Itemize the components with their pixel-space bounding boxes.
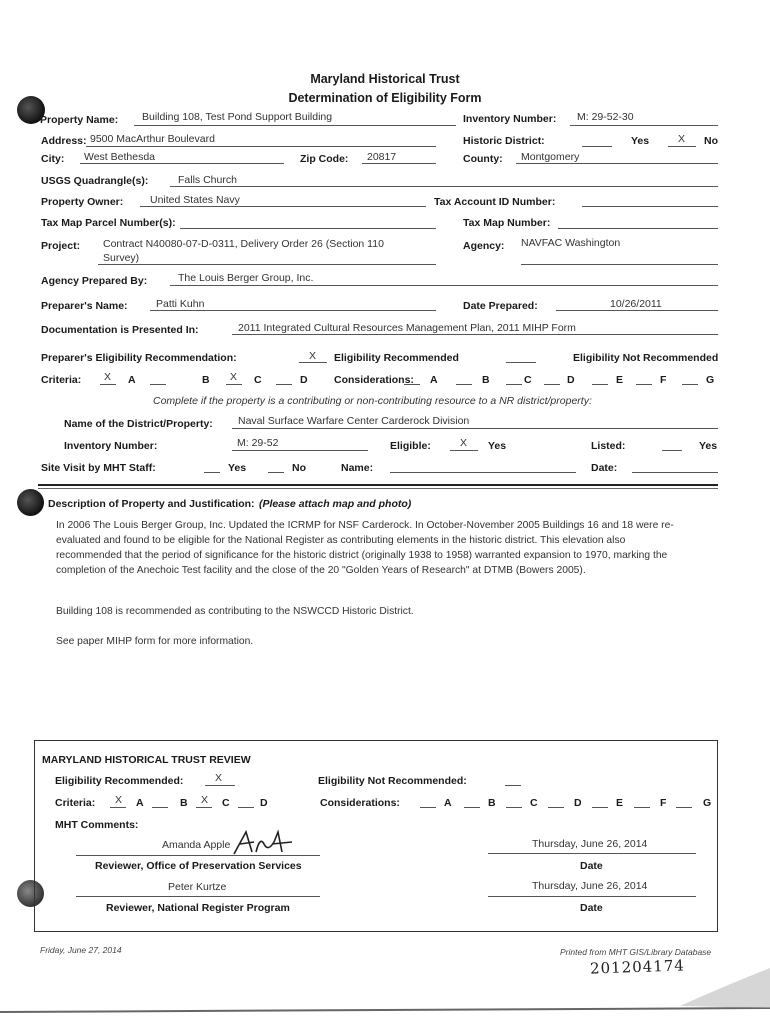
review-cons-e: E: [616, 797, 624, 809]
review-criteria-label: Criteria:: [55, 797, 96, 809]
project-value-line1: Contract N40080-07-D-0311, Delivery Order 26 (Section 110: [103, 238, 384, 250]
reviewer2-name: Peter Kurtze: [168, 881, 227, 893]
documentation-label: Documentation is Presented In:: [41, 324, 199, 336]
tax-parcel-label: Tax Map Parcel Number(s):: [41, 217, 176, 229]
prepared-by-value: The Louis Berger Group, Inc.: [178, 272, 314, 284]
review-criteria-c-mark: X: [201, 794, 209, 806]
review-considerations-label: Considerations:: [320, 797, 400, 809]
review-date2-label: Date: [580, 902, 603, 914]
review-elig-rec-label: Eligibility Recommended:: [55, 775, 184, 787]
complete-note: Complete if the property is a contributing or non-contributing resource to a NR district/property:: [153, 395, 592, 407]
owner-label: Property Owner:: [41, 196, 124, 208]
usgs-label: USGS Quadrangle(s):: [41, 175, 149, 187]
preparer-name-label: Preparer's Name:: [41, 300, 128, 312]
preparer-recommendation-label: Preparer's Eligibility Recommendation:: [41, 352, 237, 364]
section-divider: [38, 484, 718, 489]
district-value: Naval Surface Warfare Center Carderock Division: [238, 415, 470, 427]
criteria-a-mark: X: [104, 371, 112, 383]
footer-date: Friday, June 27, 2014: [40, 945, 122, 955]
inventory-number-label: Inventory Number:: [463, 113, 557, 125]
description-para3: See paper MIHP form for more information.: [56, 636, 254, 647]
reviewer1-name: Amanda Apple: [162, 839, 231, 851]
historic-district-no-mark: X: [678, 133, 686, 145]
criteria-label: Criteria:: [41, 374, 82, 386]
review-cons-f: F: [660, 797, 667, 809]
review-cons-b: B: [488, 797, 496, 809]
cons-f: F: [660, 374, 667, 386]
review-elig-not-rec-label: Eligibility Not Recommended:: [318, 775, 467, 787]
preparer-name-value: Patti Kuhn: [156, 298, 205, 310]
review-criteria-b: B: [180, 797, 188, 809]
date-prepared-label: Date Prepared:: [463, 300, 538, 312]
site-visit-no: No: [292, 462, 306, 474]
elig-rec-mark: X: [309, 350, 317, 362]
form-title-line2: Determination of Eligibility Form: [288, 91, 482, 105]
review-date2: Thursday, June 26, 2014: [532, 880, 648, 892]
description-para2: Building 108 is recommended as contributing to the NSWCCD Historic District.: [56, 606, 414, 617]
review-criteria-a: A: [136, 797, 144, 809]
documentation-value: 2011 Integrated Cultural Resources Management Plan, 2011 MIHP Form: [238, 322, 576, 334]
zip-value: 20817: [367, 151, 397, 163]
cons-d: D: [567, 374, 575, 386]
review-cons-d: D: [574, 797, 582, 809]
elig-not-recommended: Eligibility Not Recommended: [573, 352, 719, 364]
inventory-number-value: M: 29-52-30: [577, 111, 634, 123]
description-heading-note: (Please attach map and photo): [259, 498, 412, 510]
tax-map-label: Tax Map Number:: [463, 217, 551, 229]
elig-recommended: Eligibility Recommended: [334, 352, 459, 364]
review-elig-rec-mark: X: [215, 772, 223, 784]
eligible-label: Eligible:: [390, 440, 431, 452]
cons-a: A: [430, 374, 438, 386]
address-label: Address:: [41, 135, 87, 147]
property-name-value: Building 108, Test Pond Support Building: [142, 111, 333, 123]
historic-district-no: No: [704, 135, 718, 147]
scan-edge: [0, 968, 770, 1024]
district-label: Name of the District/Property:: [64, 418, 213, 430]
review-criteria-c: C: [222, 797, 230, 809]
handwritten-number: 201204174: [589, 956, 686, 978]
eligible-mark: X: [460, 437, 468, 449]
cons-g: G: [706, 374, 715, 386]
reviewer1-title: Reviewer, Office of Preservation Services: [95, 860, 302, 872]
inventory2-label: Inventory Number:: [64, 440, 158, 452]
address-value: 9500 MacArthur Boulevard: [90, 133, 215, 145]
cons-c: C: [524, 374, 532, 386]
criteria-a: A: [128, 374, 136, 386]
county-label: County:: [463, 153, 503, 165]
considerations-label: Considerations:: [334, 374, 414, 386]
prepared-by-label: Agency Prepared By:: [41, 275, 148, 287]
usgs-value: Falls Church: [178, 174, 237, 186]
city-value: West Bethesda: [84, 151, 156, 163]
cons-e: E: [616, 374, 624, 386]
site-visit-name-label: Name:: [341, 462, 374, 474]
agency-label: Agency:: [463, 240, 505, 252]
review-cons-a: A: [444, 797, 452, 809]
description-heading: Description of Property and Justification:: [48, 498, 255, 510]
city-label: City:: [41, 153, 65, 165]
project-value-line2: Survey): [103, 252, 140, 264]
zip-label: Zip Code:: [300, 153, 349, 165]
cons-b: B: [482, 374, 490, 386]
criteria-d: D: [300, 374, 308, 386]
site-visit-label: Site Visit by MHT Staff:: [41, 462, 156, 474]
review-date1-label: Date: [580, 860, 603, 872]
criteria-c-mark: X: [230, 371, 238, 383]
listed-label: Listed:: [591, 440, 626, 452]
county-value: Montgomery: [521, 151, 580, 163]
mht-comments-label: MHT Comments:: [55, 819, 139, 831]
reviewer2-title: Reviewer, National Register Program: [106, 902, 290, 914]
historic-district-yes: Yes: [631, 135, 650, 147]
criteria-b: B: [202, 374, 210, 386]
footer-printed: Printed from MHT GIS/Library Database: [560, 947, 712, 957]
criteria-c: C: [254, 374, 262, 386]
eligible-yes: Yes: [488, 440, 507, 452]
project-label: Project:: [41, 240, 81, 252]
form-title-line1: Maryland Historical Trust: [310, 72, 460, 86]
review-criteria-a-mark: X: [115, 794, 123, 806]
date-prepared-value: 10/26/2011: [610, 298, 662, 310]
review-title: MARYLAND HISTORICAL TRUST REVIEW: [42, 754, 251, 766]
review-cons-g: G: [703, 797, 712, 809]
review-cons-c: C: [530, 797, 538, 809]
review-date1: Thursday, June 26, 2014: [532, 838, 648, 850]
site-visit-date-label: Date:: [591, 462, 618, 474]
listed-yes: Yes: [699, 440, 718, 452]
site-visit-yes: Yes: [228, 462, 247, 474]
description-para1: In 2006 The Louis Berger Group, Inc. Updated the ICRMP for NSF Carderock. In October-November 2005 Buildings 16 and 18 were re-evaluated and found to be eligible for the National Register as contributing elements in the historic district. This elevation also recommended that the period of significance for the historic district (originally 1938 to 1958) warranted expansion to 1970, marking the completion of the Anechoic Test facility and the close of the 20 "Golden Years of Research" at DTMB (Bowers 2005).: [56, 520, 674, 576]
historic-district-label: Historic District:: [463, 135, 545, 147]
review-criteria-d: D: [260, 797, 268, 809]
tax-account-label: Tax Account ID Number:: [434, 196, 556, 208]
owner-value: United States Navy: [150, 194, 240, 206]
inventory2-value: M: 29-52: [237, 437, 279, 449]
punch-hole-middle: [17, 489, 44, 516]
property-name-label: Property Name:: [40, 114, 119, 126]
agency-value: NAVFAC Washington: [521, 237, 621, 249]
